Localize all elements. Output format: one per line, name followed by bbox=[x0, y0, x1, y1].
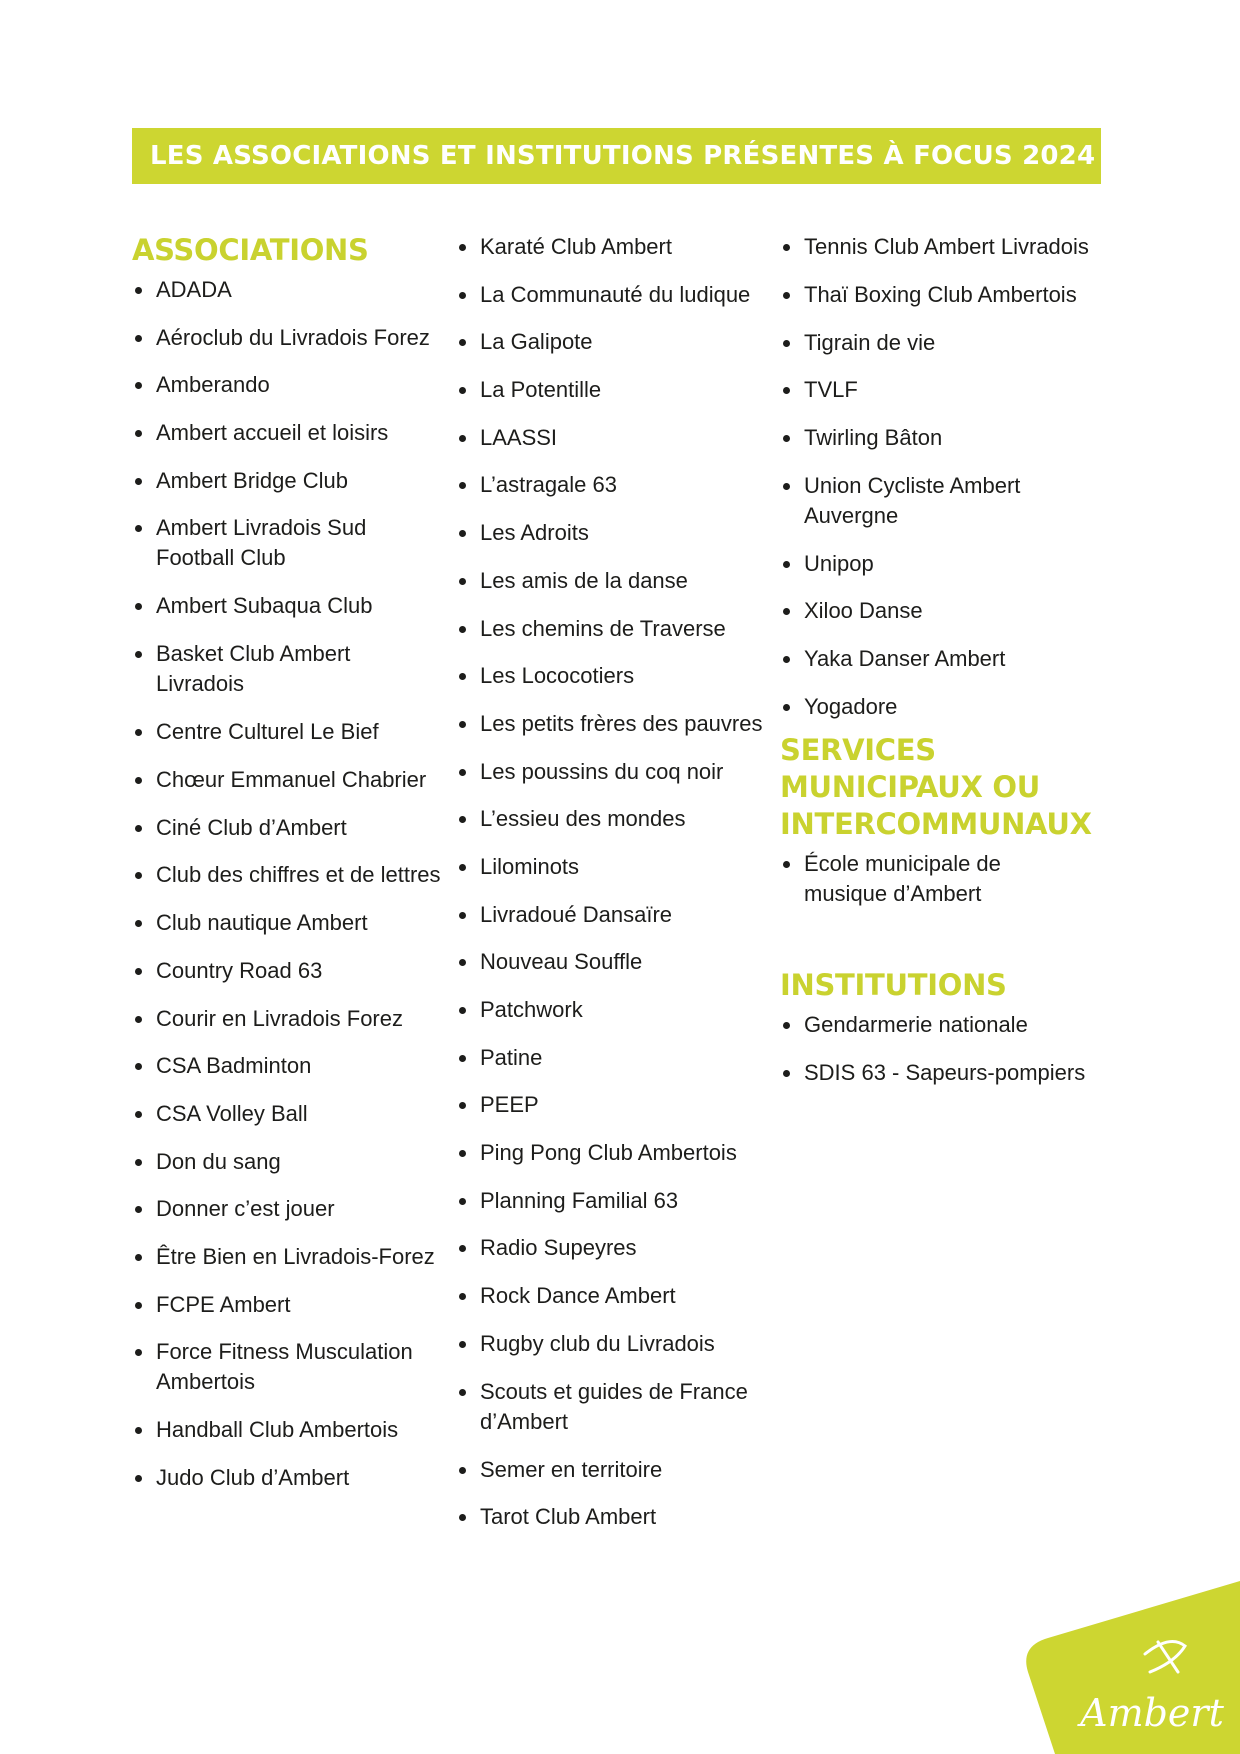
list-item: Ambert Subaqua Club bbox=[132, 591, 442, 621]
list-item: Thaï Boxing Club Ambertois bbox=[780, 280, 1110, 310]
list-item: Karaté Club Ambert bbox=[456, 232, 776, 262]
column-3 bbox=[780, 232, 1110, 1105]
list-item: Yogadore bbox=[780, 692, 1110, 722]
list-item: Lilominots bbox=[456, 852, 776, 882]
list-item: Livradoué Dansaïre bbox=[456, 900, 776, 930]
list-item: Nouveau Souffle bbox=[456, 947, 776, 977]
list-item: Les Lococotiers bbox=[456, 661, 776, 691]
list-item: Rock Dance Ambert bbox=[456, 1281, 776, 1311]
list-item: L’astragale 63 bbox=[456, 470, 776, 500]
column-1 bbox=[132, 232, 442, 1511]
list-item: Scouts et guides de France d’Ambert bbox=[456, 1377, 776, 1437]
list-item: La Communauté du ludique bbox=[456, 280, 776, 310]
list-item: Les poussins du coq noir bbox=[456, 757, 776, 787]
list-item: Gendarmerie nationale bbox=[780, 1010, 1110, 1040]
ambert-logo-corner bbox=[1000, 1554, 1240, 1754]
logo-text: Ambert bbox=[1080, 1691, 1224, 1735]
list-item: Radio Supeyres bbox=[456, 1233, 776, 1263]
list-item: Club nautique Ambert bbox=[132, 908, 442, 938]
services-heading-line: MUNICIPAUX OU bbox=[780, 769, 1040, 804]
list-item: Tarot Club Ambert bbox=[456, 1502, 776, 1532]
list-item: Unipop bbox=[780, 549, 1110, 579]
list-item: CSA Volley Ball bbox=[132, 1099, 442, 1129]
logo-shape bbox=[1000, 1554, 1240, 1754]
list-item: PEEP bbox=[456, 1090, 776, 1120]
list-item: Ambert accueil et loisirs bbox=[132, 418, 442, 448]
list-item: Être Bien en Livradois-Forez bbox=[132, 1242, 442, 1272]
list-item: Ping Pong Club Ambertois bbox=[456, 1138, 776, 1168]
list-item: La Galipote bbox=[456, 327, 776, 357]
list-item: Courir en Livradois Forez bbox=[132, 1004, 442, 1034]
list-item: FCPE Ambert bbox=[132, 1290, 442, 1320]
list-item: Twirling Bâton bbox=[780, 423, 1110, 453]
column-2 bbox=[456, 232, 776, 1550]
list-item: Judo Club d’Ambert bbox=[132, 1463, 442, 1493]
associations-list-2 bbox=[456, 232, 776, 1532]
services-heading bbox=[780, 732, 1110, 843]
list-item: Force Fitness Musculation Ambertois bbox=[132, 1337, 442, 1397]
list-item: Centre Culturel Le Bief bbox=[132, 717, 442, 747]
list-item: Planning Familial 63 bbox=[456, 1186, 776, 1216]
list-item: Basket Club Ambert Livradois bbox=[132, 639, 442, 699]
page-title-banner bbox=[132, 128, 1101, 184]
list-item: Ambert Livradois Sud Football Club bbox=[132, 513, 442, 573]
list-item: École municipale de musique d’Ambert bbox=[780, 849, 1034, 909]
list-item: Patchwork bbox=[456, 995, 776, 1025]
list-item: ADADA bbox=[132, 275, 442, 305]
list-item: Tigrain de vie bbox=[780, 328, 1110, 358]
services-heading-line: INTERCOMMUNAUX bbox=[780, 806, 1092, 841]
associations-list-3 bbox=[780, 232, 1110, 722]
list-item: Tennis Club Ambert Livradois bbox=[780, 232, 1110, 262]
list-item: Les chemins de Traverse bbox=[456, 614, 776, 644]
list-item: TVLF bbox=[780, 375, 1110, 405]
list-item: Aéroclub du Livradois Forez bbox=[132, 323, 442, 353]
list-item: Don du sang bbox=[132, 1147, 442, 1177]
list-item: Amberando bbox=[132, 370, 442, 400]
list-item: CSA Badminton bbox=[132, 1051, 442, 1081]
list-item: Union Cycliste Ambert Auvergne bbox=[780, 471, 1110, 531]
list-item: Handball Club Ambertois bbox=[132, 1415, 442, 1445]
list-item: LAASSI bbox=[456, 423, 776, 453]
page-title: LES ASSOCIATIONS ET INSTITUTIONS PRÉSENTES À FOCUS 2024 bbox=[150, 141, 1096, 171]
list-item: Les petits frères des pauvres bbox=[456, 709, 776, 739]
list-item: Country Road 63 bbox=[132, 956, 442, 986]
institutions-heading: INSTITUTIONS bbox=[780, 967, 1007, 1002]
associations-list-1 bbox=[132, 275, 442, 1493]
list-item: Xiloo Danse bbox=[780, 596, 1110, 626]
list-item: La Potentille bbox=[456, 375, 776, 405]
list-item: Les Adroits bbox=[456, 518, 776, 548]
list-item: L’essieu des mondes bbox=[456, 804, 776, 834]
list-item: Donner c’est jouer bbox=[132, 1194, 442, 1224]
list-item: Semer en territoire bbox=[456, 1455, 776, 1485]
list-item: Patine bbox=[456, 1043, 776, 1073]
list-item: Ambert Bridge Club bbox=[132, 466, 442, 496]
list-item: Chœur Emmanuel Chabrier bbox=[132, 765, 442, 795]
list-item: Rugby club du Livradois bbox=[456, 1329, 776, 1359]
list-item: Yaka Danser Ambert bbox=[780, 644, 1110, 674]
institutions-list bbox=[780, 1010, 1110, 1088]
services-heading-line: SERVICES bbox=[780, 732, 936, 767]
list-item: Les amis de la danse bbox=[456, 566, 776, 596]
associations-heading: ASSOCIATIONS bbox=[132, 233, 369, 267]
services-list bbox=[780, 849, 1110, 909]
list-item: Club des chiffres et de lettres bbox=[132, 860, 442, 890]
list-item: Ciné Club d’Ambert bbox=[132, 813, 442, 843]
list-item: SDIS 63 - Sapeurs-pompiers bbox=[780, 1058, 1110, 1088]
